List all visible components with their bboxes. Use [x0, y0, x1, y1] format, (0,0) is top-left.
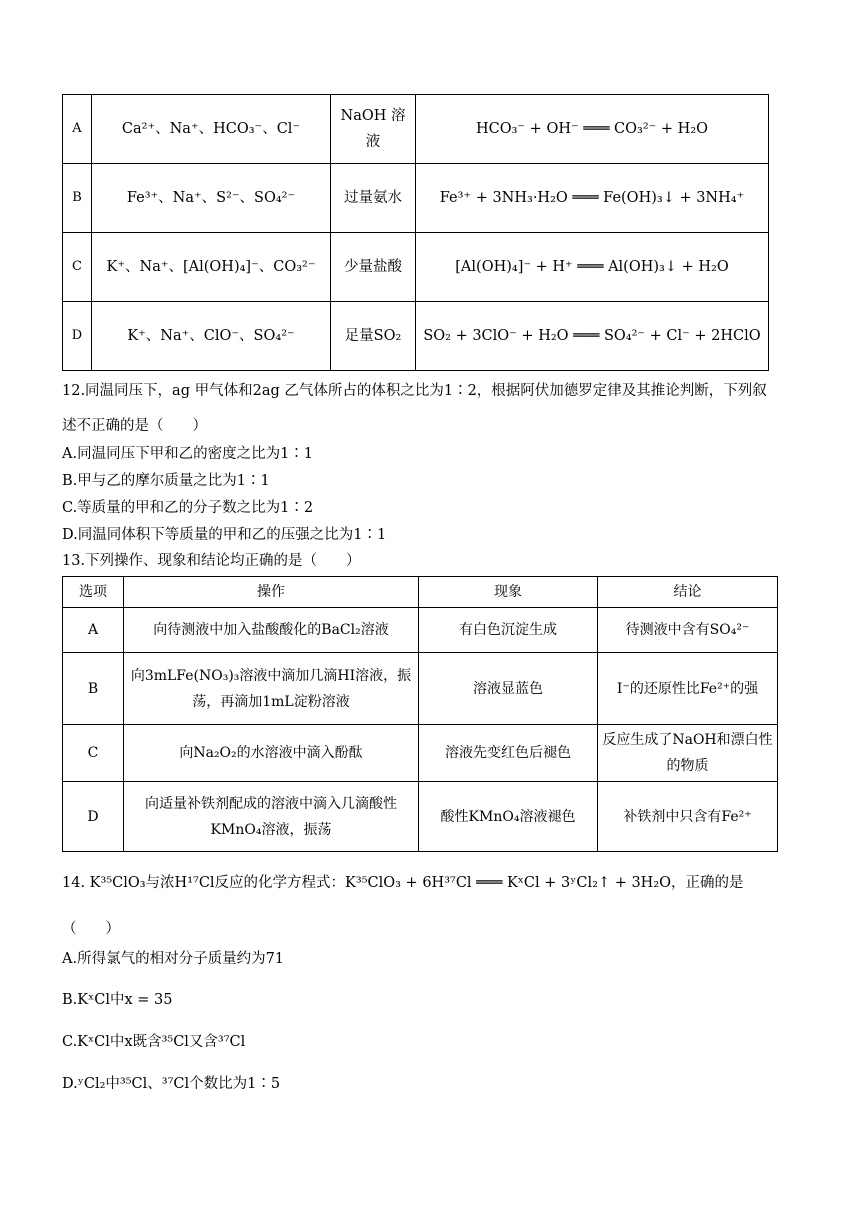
- ion-group: K⁺、Na⁺、ClO⁻、SO₄²⁻: [92, 302, 331, 371]
- q14-stem-line2: （ ）: [62, 921, 120, 937]
- q12-stem-line2: 述不正确的是（ ）: [62, 418, 207, 434]
- phenomenon: 溶液显蓝色: [419, 653, 598, 725]
- row-key: C: [63, 725, 124, 782]
- operation: 向适量补铁剂配成的溶液中滴入几滴酸性KMnO₄溶液，振荡: [124, 782, 419, 852]
- operation: 向Na₂O₂的水溶液中滴入酚酞: [124, 725, 419, 782]
- q14-stem-line1: 14. K³⁵ClO₃与浓H¹⁷Cl反应的化学方程式：K³⁵ClO₃ + 6H³⁷Cl ═══ KˣCl + 3ʸCl₂↑ + 3H₂O，正确的是: [62, 875, 744, 891]
- phenomenon: 酸性KMnO₄溶液褪色: [419, 782, 598, 852]
- table-row: [63, 302, 769, 371]
- ion-group: K⁺、Na⁺、[Al(OH)₄]⁻、CO₃²⁻: [92, 233, 331, 302]
- table-row: [63, 164, 769, 233]
- q12-option-a: A.同温同压下甲和乙的密度之比为1∶1: [62, 446, 314, 462]
- q12-option-b: B.甲与乙的摩尔质量之比为1∶1: [62, 473, 270, 489]
- row-key: D: [63, 302, 92, 371]
- reagent: NaOH 溶液: [331, 95, 416, 164]
- ionic-equation: Fe³⁺ + 3NH₃·H₂O ═══ Fe(OH)₃↓ + 3NH₄⁺: [416, 164, 769, 233]
- q12-option-c: C.等质量的甲和乙的分子数之比为1∶2: [62, 500, 314, 516]
- header-conclusion: 结论: [598, 577, 778, 608]
- row-key: A: [63, 95, 92, 164]
- ion-group: Ca²⁺、Na⁺、HCO₃⁻、Cl⁻: [92, 95, 331, 164]
- reagent: 少量盐酸: [331, 233, 416, 302]
- q12-stem-line1: 12.同温同压下，ag 甲气体和2ag 乙气体所占的体积之比为1∶2，根据阿伏加德罗定律及其推论判断，下列叙: [62, 383, 767, 399]
- table-row: [63, 95, 769, 164]
- q14-option-a: A.所得氯气的相对分子质量约为71: [62, 951, 285, 967]
- row-key: A: [63, 608, 124, 653]
- row-key: D: [63, 782, 124, 852]
- reagent: 过量氨水: [331, 164, 416, 233]
- table-row: [63, 725, 778, 782]
- row-key: C: [63, 233, 92, 302]
- table-row: [63, 653, 778, 725]
- row-key: B: [63, 653, 124, 725]
- conclusion: 待测液中含有SO₄²⁻: [598, 608, 778, 653]
- header-operation: 操作: [124, 577, 419, 608]
- conclusion: I⁻的还原性比Fe²⁺的强: [598, 653, 778, 725]
- experiment-table: [62, 576, 778, 852]
- header-option: 选项: [63, 577, 124, 608]
- header-phenomenon: 现象: [419, 577, 598, 608]
- q14-option-d: D.ʸCl₂中³⁵Cl、³⁷Cl个数比为1∶5: [62, 1076, 281, 1092]
- ionic-equation: [Al(OH)₄]⁻ + H⁺ ═══ Al(OH)₃↓ + H₂O: [416, 233, 769, 302]
- ion-table: [62, 94, 769, 371]
- table-row: [63, 782, 778, 852]
- table-row: [63, 608, 778, 653]
- operation: 向待测液中加入盐酸酸化的BaCl₂溶液: [124, 608, 419, 653]
- phenomenon: 溶液先变红色后褪色: [419, 725, 598, 782]
- q14-option-c: C.KˣCl中x既含³⁵Cl又含³⁷Cl: [62, 1034, 246, 1050]
- reagent: 足量SO₂: [331, 302, 416, 371]
- table-row: [63, 233, 769, 302]
- row-key: B: [63, 164, 92, 233]
- q13-stem: 13.下列操作、现象和结论均正确的是（ ）: [62, 553, 361, 569]
- q14-option-b: B.KˣCl中x = 35: [62, 992, 173, 1008]
- ionic-equation: SO₂ + 3ClO⁻ + H₂O ═══ SO₄²⁻ + Cl⁻ + 2HClO: [416, 302, 769, 371]
- ion-group: Fe³⁺、Na⁺、S²⁻、SO₄²⁻: [92, 164, 331, 233]
- table-header-row: [63, 577, 778, 608]
- ionic-equation: HCO₃⁻ + OH⁻ ═══ CO₃²⁻ + H₂O: [416, 95, 769, 164]
- conclusion: 补铁剂中只含有Fe²⁺: [598, 782, 778, 852]
- q12-option-d: D.同温同体积下等质量的甲和乙的压强之比为1∶1: [62, 527, 387, 543]
- operation: 向3mLFe(NO₃)₃溶液中滴加几滴HI溶液，振荡，再滴加1mL淀粉溶液: [124, 653, 419, 725]
- conclusion: 反应生成了NaOH和漂白性的物质: [598, 725, 778, 782]
- phenomenon: 有白色沉淀生成: [419, 608, 598, 653]
